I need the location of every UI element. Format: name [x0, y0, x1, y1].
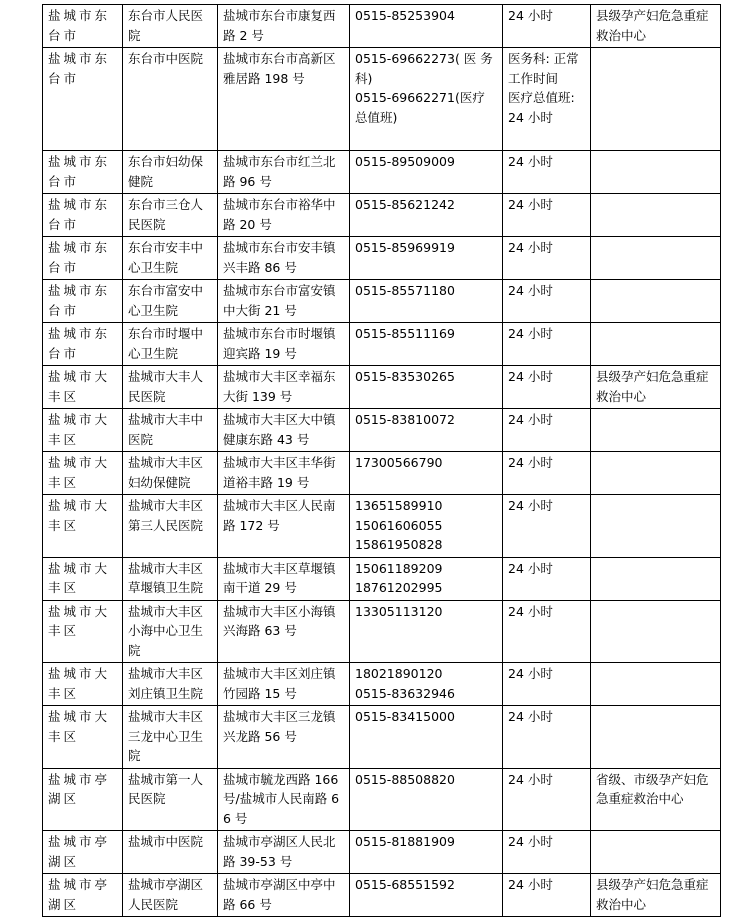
note-cell: 县级孕产妇危急重症救治中心	[591, 874, 721, 917]
address-cell: 盐城市东台市红兰北路 96 号	[218, 151, 350, 194]
note-cell: 县级孕产妇危急重症救治中心	[591, 366, 721, 409]
phone-cell	[350, 706, 503, 769]
table-row	[43, 768, 721, 831]
hospital-cell: 盐城市大丰区小海中心卫生院	[123, 600, 218, 663]
phone-line: 0515-69662271(医疗总值班)	[355, 90, 485, 125]
hospital-cell: 盐城市大丰区妇幼保健院	[123, 452, 218, 495]
address-cell: 盐城市东台市裕华中路 20 号	[218, 194, 350, 237]
address-cell: 盐城市毓龙西路 166 号/盐城市人民南路 66 号	[218, 768, 350, 831]
hours-cell	[503, 5, 591, 48]
hospital-cell: 东台市人民医院	[123, 5, 218, 48]
note-cell	[591, 323, 721, 366]
hours-line: 24 小时	[508, 412, 553, 427]
hospital-cell: 东台市三仓人民医院	[123, 194, 218, 237]
hours-line: 24 小时	[508, 240, 553, 255]
address-cell: 盐城市大丰区小海镇兴海路 63 号	[218, 600, 350, 663]
hours-cell	[503, 48, 591, 151]
table-row	[43, 366, 721, 409]
table-row	[43, 452, 721, 495]
note-cell	[591, 409, 721, 452]
phone-cell	[350, 409, 503, 452]
table-row	[43, 409, 721, 452]
region-cell: 盐城市大丰区	[43, 706, 123, 769]
hours-line: 24 小时	[508, 666, 553, 681]
table-row	[43, 151, 721, 194]
address-cell: 盐城市东台市富安镇中大街 21 号	[218, 280, 350, 323]
phone-cell	[350, 874, 503, 917]
phone-cell	[350, 557, 503, 600]
address-cell: 盐城市大丰区大中镇健康东路 43 号	[218, 409, 350, 452]
region-cell: 盐城市亭湖区	[43, 768, 123, 831]
region-cell: 盐城市大丰区	[43, 366, 123, 409]
phone-line: 0515-85621242	[355, 197, 455, 212]
region-cell: 盐城市东台市	[43, 280, 123, 323]
hours-cell	[503, 366, 591, 409]
note-cell	[591, 151, 721, 194]
hours-line: 24 小时	[508, 154, 553, 169]
hours-line: 医疗总值班: 24 小时	[508, 90, 575, 125]
phone-line: 0515-68551592	[355, 877, 455, 892]
note-cell	[591, 706, 721, 769]
region-cell: 盐城市大丰区	[43, 409, 123, 452]
region-cell: 盐城市大丰区	[43, 495, 123, 558]
address-cell: 盐城市大丰区刘庄镇竹园路 15 号	[218, 663, 350, 706]
hours-cell	[503, 323, 591, 366]
hours-cell	[503, 768, 591, 831]
table-row	[43, 194, 721, 237]
phone-cell	[350, 151, 503, 194]
region-cell: 盐城市亭湖区	[43, 874, 123, 917]
hospital-cell: 东台市富安中心卫生院	[123, 280, 218, 323]
table-row	[43, 5, 721, 48]
phone-cell	[350, 495, 503, 558]
region-cell: 盐城市大丰区	[43, 663, 123, 706]
note-cell	[591, 237, 721, 280]
hours-cell	[503, 663, 591, 706]
phone-cell	[350, 366, 503, 409]
address-cell: 盐城市东台市安丰镇兴丰路 86 号	[218, 237, 350, 280]
note-cell	[591, 452, 721, 495]
hours-line: 医务科: 正常工作时间	[508, 51, 579, 86]
phone-cell	[350, 280, 503, 323]
phone-line: 0515-83810072	[355, 412, 455, 427]
phone-line: 15861950828	[355, 537, 443, 552]
hospital-cell: 盐城市大丰中医院	[123, 409, 218, 452]
phone-line: 0515-81881909	[355, 834, 455, 849]
hours-cell	[503, 600, 591, 663]
region-cell: 盐城市东台市	[43, 323, 123, 366]
table-row	[43, 557, 721, 600]
phone-line: 0515-69662273( 医 务科)	[355, 51, 493, 86]
hours-line: 24 小时	[508, 369, 553, 384]
phone-cell	[350, 600, 503, 663]
region-cell: 盐城市东台市	[43, 5, 123, 48]
phone-line: 0515-83530265	[355, 369, 455, 384]
hospital-cell: 盐城市大丰区刘庄镇卫生院	[123, 663, 218, 706]
hours-cell	[503, 280, 591, 323]
phone-cell	[350, 5, 503, 48]
table-row	[43, 323, 721, 366]
address-cell: 盐城市亭湖区人民北路 39-53 号	[218, 831, 350, 874]
hospital-cell: 盐城市中医院	[123, 831, 218, 874]
note-cell	[591, 48, 721, 151]
hospital-cell: 东台市中医院	[123, 48, 218, 151]
hospital-cell: 东台市时堰中心卫生院	[123, 323, 218, 366]
phone-line: 0515-85511169	[355, 326, 455, 341]
hours-line: 24 小时	[508, 326, 553, 341]
phone-cell	[350, 831, 503, 874]
table-row	[43, 706, 721, 769]
phone-line: 15061606055	[355, 517, 443, 533]
phone-line: 18761202995	[355, 580, 443, 595]
region-cell: 盐城市大丰区	[43, 452, 123, 495]
note-cell	[591, 194, 721, 237]
hours-cell	[503, 706, 591, 769]
hospital-cell: 东台市妇幼保健院	[123, 151, 218, 194]
region-cell: 盐城市东台市	[43, 48, 123, 151]
phone-cell	[350, 323, 503, 366]
hospital-table-body	[43, 5, 721, 917]
address-cell: 盐城市东台市时堰镇迎宾路 19 号	[218, 323, 350, 366]
hospital-cell: 东台市安丰中心卫生院	[123, 237, 218, 280]
address-cell: 盐城市东台市康复西路 2 号	[218, 5, 350, 48]
region-cell: 盐城市大丰区	[43, 600, 123, 663]
hospital-cell: 盐城市第一人民医院	[123, 768, 218, 831]
hours-line: 24 小时	[508, 709, 553, 724]
phone-cell	[350, 194, 503, 237]
hours-line: 24 小时	[508, 877, 553, 892]
phone-cell	[350, 237, 503, 280]
region-cell: 盐城市大丰区	[43, 557, 123, 600]
hospital-cell: 盐城市大丰区草堰镇卫生院	[123, 557, 218, 600]
table-row	[43, 237, 721, 280]
hours-cell	[503, 557, 591, 600]
table-row	[43, 874, 721, 917]
hours-line: 24 小时	[508, 560, 553, 576]
note-cell	[591, 831, 721, 874]
phone-line: 17300566790	[355, 455, 443, 470]
address-cell: 盐城市大丰区三龙镇兴龙路 56 号	[218, 706, 350, 769]
address-cell: 盐城市亭湖区中亭中路 66 号	[218, 874, 350, 917]
phone-cell	[350, 452, 503, 495]
hours-line: 24 小时	[508, 455, 553, 470]
phone-line: 0515-89509009	[355, 154, 455, 169]
hours-cell	[503, 452, 591, 495]
address-cell: 盐城市大丰区丰华街道裕丰路 19 号	[218, 452, 350, 495]
phone-line: 18021890120	[355, 666, 443, 681]
hours-cell	[503, 151, 591, 194]
hours-line: 24 小时	[508, 603, 553, 619]
note-cell	[591, 663, 721, 706]
phone-cell	[350, 768, 503, 831]
table-row	[43, 280, 721, 323]
phone-line: 0515-85253904	[355, 8, 455, 23]
hours-line: 24 小时	[508, 8, 553, 23]
address-cell: 盐城市大丰区人民南路 172 号	[218, 495, 350, 558]
phone-line: 13305113120	[355, 603, 443, 619]
note-cell	[591, 495, 721, 558]
address-cell: 盐城市大丰区幸福东大街 139 号	[218, 366, 350, 409]
phone-line: 0515-88508820	[355, 771, 455, 787]
table-row	[43, 600, 721, 663]
hours-cell	[503, 194, 591, 237]
region-cell: 盐城市东台市	[43, 237, 123, 280]
hours-cell	[503, 237, 591, 280]
phone-line: 0515-85571180	[355, 283, 455, 298]
table-row	[43, 48, 721, 151]
phone-line: 15061189209	[355, 560, 443, 576]
hours-cell	[503, 831, 591, 874]
hours-line: 24 小时	[508, 771, 553, 787]
hospital-cell: 盐城市大丰区三龙中心卫生院	[123, 706, 218, 769]
note-cell: 省级、市级孕产妇危急重症救治中心	[591, 768, 721, 831]
phone-line: 13651589910	[355, 498, 443, 513]
hours-cell	[503, 495, 591, 558]
table-row	[43, 495, 721, 558]
address-cell: 盐城市东台市高新区雅居路 198 号	[218, 48, 350, 151]
phone-line: 0515-85969919	[355, 240, 455, 255]
hours-line: 24 小时	[508, 197, 553, 212]
table-row	[43, 831, 721, 874]
region-cell: 盐城市亭湖区	[43, 831, 123, 874]
phone-cell	[350, 48, 503, 151]
hours-line: 24 小时	[508, 498, 553, 513]
table-row	[43, 663, 721, 706]
hospital-table-page	[42, 4, 720, 917]
hospital-cell: 盐城市大丰区第三人民医院	[123, 495, 218, 558]
hours-cell	[503, 874, 591, 917]
phone-line: 0515-83632946	[355, 685, 455, 701]
hospital-cell: 盐城市大丰人民医院	[123, 366, 218, 409]
hospital-table	[42, 4, 721, 917]
note-cell	[591, 280, 721, 323]
address-cell: 盐城市大丰区草堰镇南干道 29 号	[218, 557, 350, 600]
phone-cell	[350, 663, 503, 706]
note-cell	[591, 557, 721, 600]
region-cell: 盐城市东台市	[43, 151, 123, 194]
region-cell: 盐城市东台市	[43, 194, 123, 237]
hours-line: 24 小时	[508, 283, 553, 298]
hours-line: 24 小时	[508, 834, 553, 849]
note-cell: 县级孕产妇危急重症救治中心	[591, 5, 721, 48]
hospital-cell: 盐城市亭湖区人民医院	[123, 874, 218, 917]
hours-cell	[503, 409, 591, 452]
phone-line: 0515-83415000	[355, 709, 455, 724]
note-cell	[591, 600, 721, 663]
